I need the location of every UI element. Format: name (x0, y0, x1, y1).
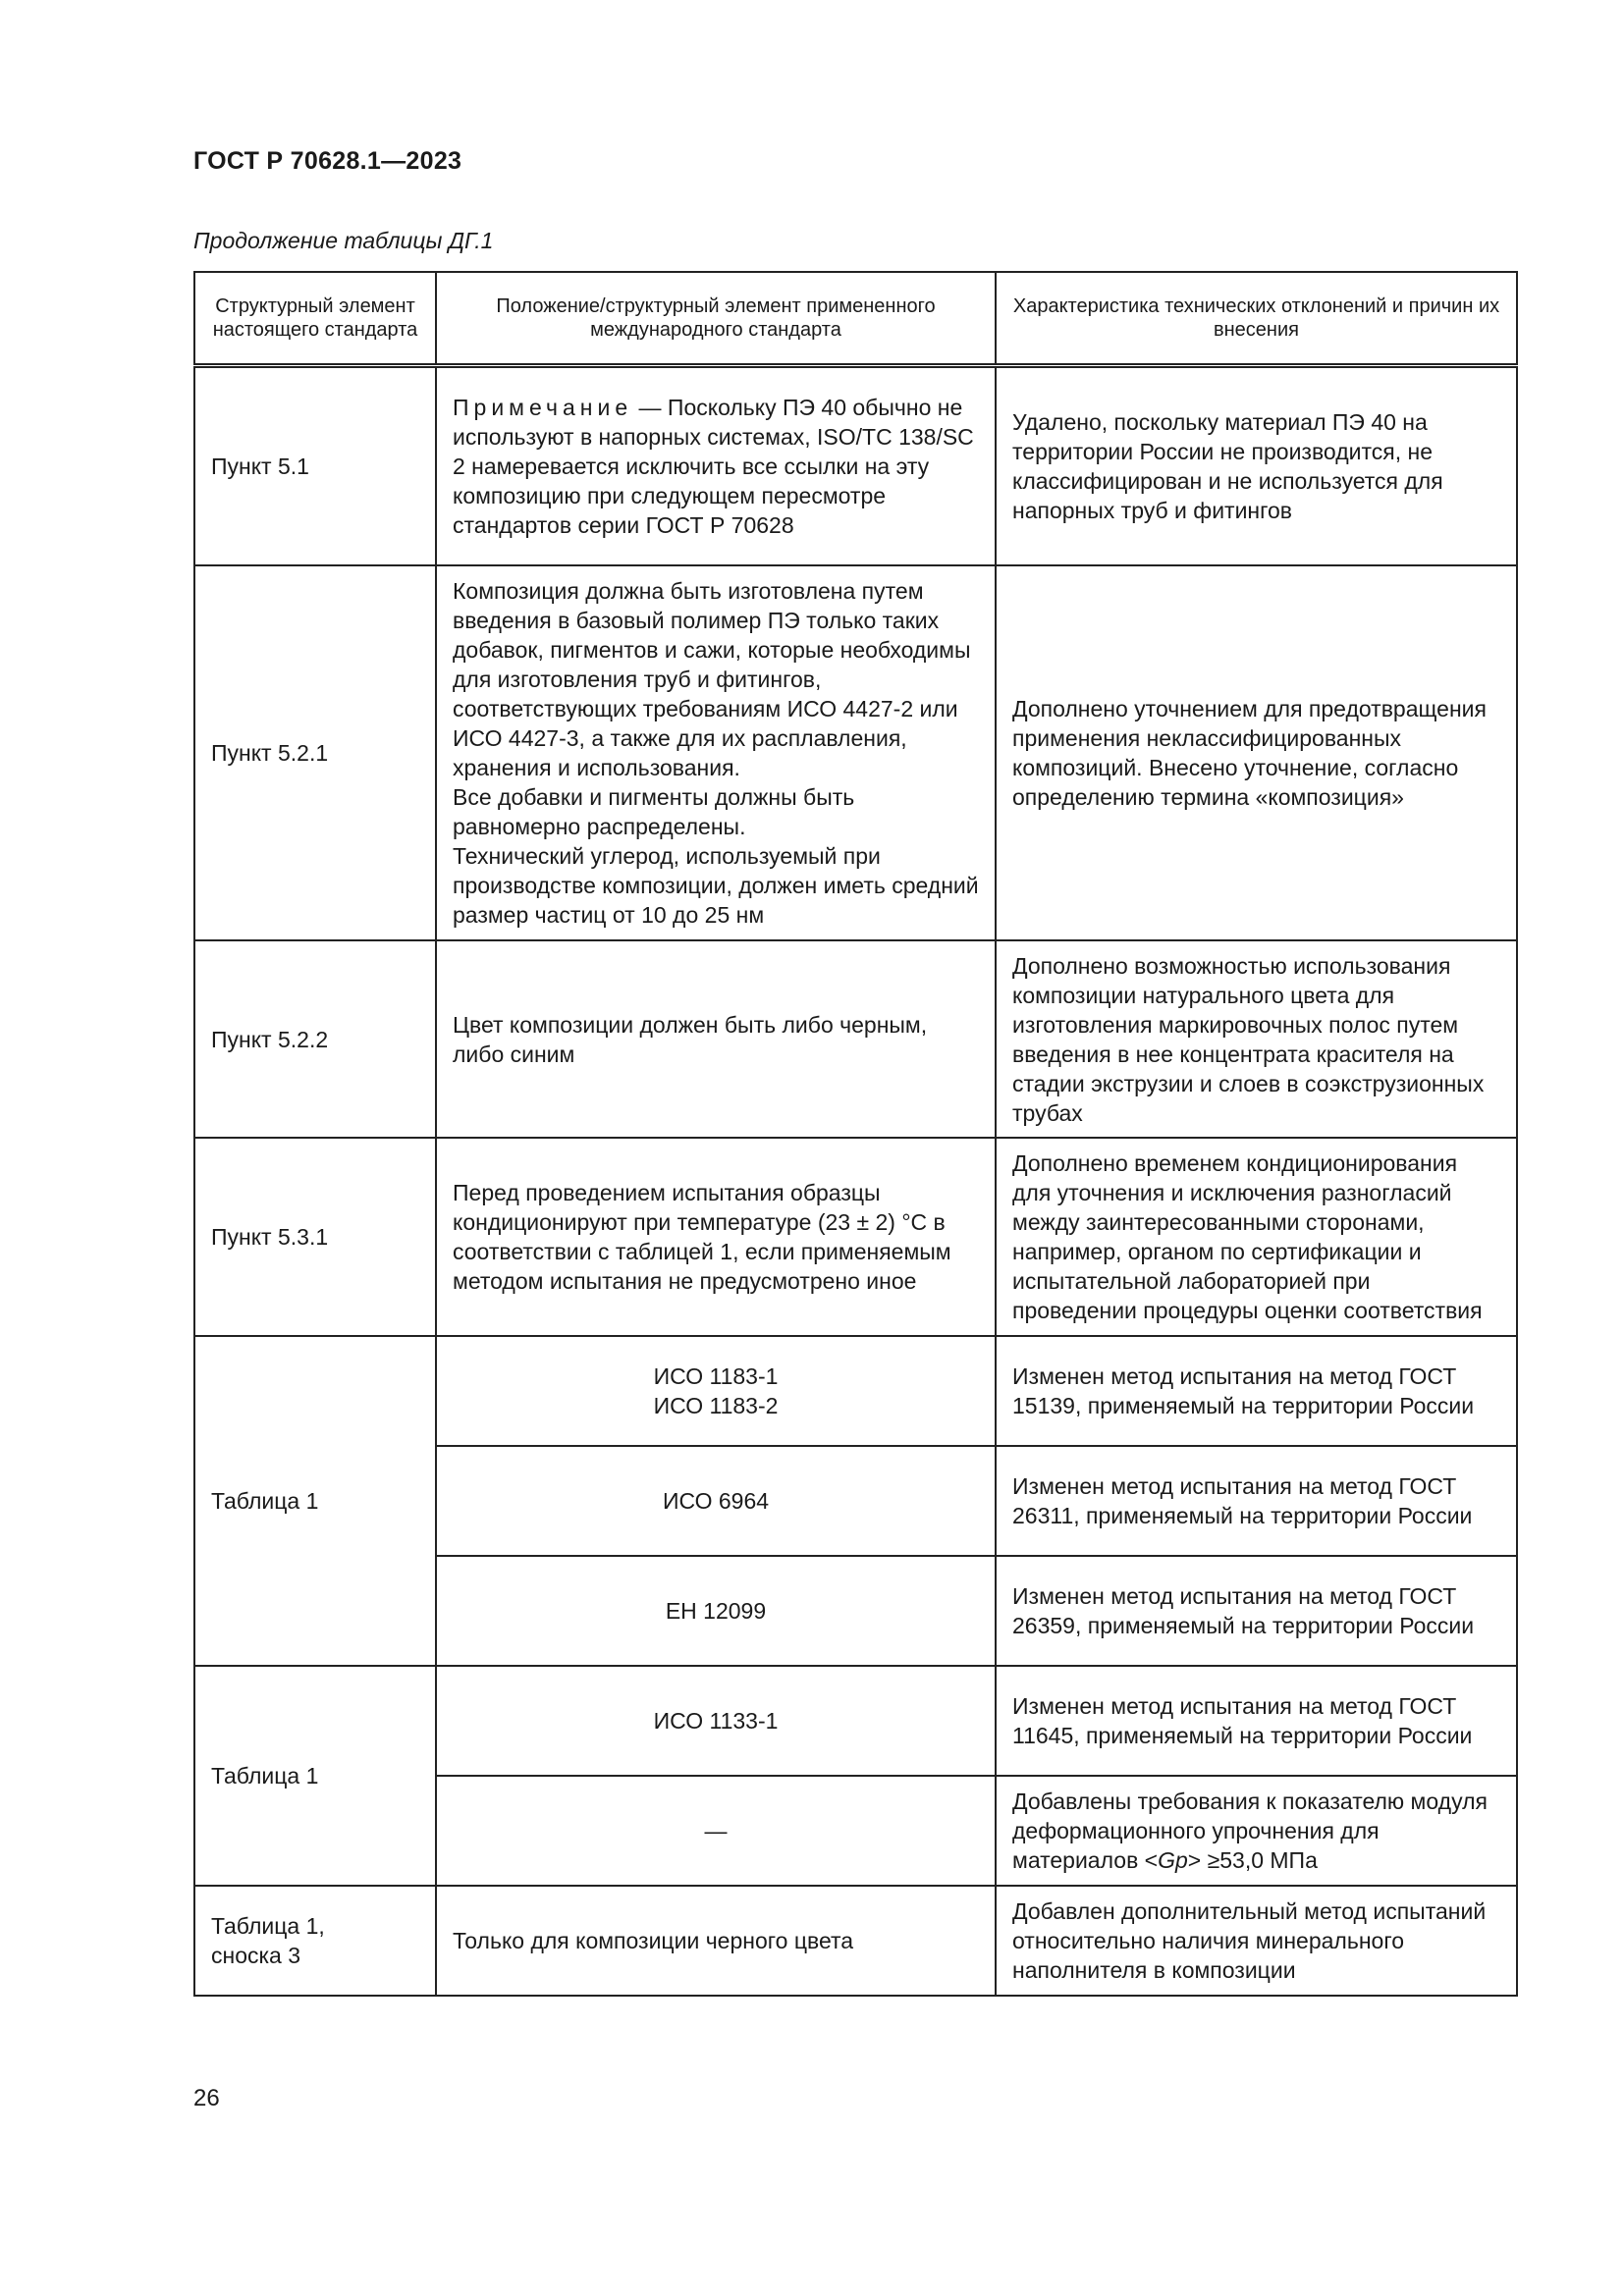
cell-provision: ИСО 1133-1 (436, 1666, 996, 1776)
deviations-table (193, 271, 1518, 1997)
table-row (194, 366, 1517, 566)
page-number: 26 (193, 2085, 220, 2111)
provision-paragraph: Все добавки и пигменты должны быть равномерно распределены. (453, 784, 855, 839)
cell-deviation: Изменен метод испытания на метод ГОСТ 26359, применяемый на территории России (996, 1556, 1517, 1666)
cell-element: Пункт 5.2.2 (194, 940, 436, 1138)
gp-symbol: Gp (1158, 1847, 1188, 1873)
table-caption: Продолжение таблицы ДГ.1 (193, 228, 494, 253)
cell-provision: ИСО 6964 (436, 1446, 996, 1556)
element-line: Таблица 1, (211, 1913, 325, 1939)
cell-element: Пункт 5.1 (194, 366, 436, 566)
cell-deviation: Дополнено уточнением для предотвращения применения неклассифицированных композиций. Внесено уточнение, согласно определению термина «композиция» (996, 565, 1517, 940)
table-row (194, 940, 1517, 1138)
cell-element: Пункт 5.2.1 (194, 565, 436, 940)
cell-deviation: Дополнено временем кондиционирования для уточнения и исключения разногласий между заинтересованными сторонами, например, органом по сертификации и испытательной лабораторией при проведении процедуры оценки соответствия (996, 1138, 1517, 1336)
cell-deviation (996, 1776, 1517, 1886)
cell-deviation: Удалено, поскольку материал ПЭ 40 на территории России не производится, не классифицирован и не используется для напорных труб и фитингов (996, 366, 1517, 566)
cell-provision (436, 366, 996, 566)
table-header-row (194, 272, 1517, 366)
deviation-text: > ≥53,0 МПа (1187, 1847, 1318, 1873)
provision-paragraph: Композиция должна быть изготовлена путем введения в базовый полимер ПЭ только таких добавок, пигментов и сажи, которые необходимы для изготовления труб и фитингов, соответствующих требованиям ИСО 4427-2 или ИСО 4427-3, а также для их расплавления, хранения и использования. (453, 578, 971, 780)
cell-provision (436, 1336, 996, 1446)
cell-provision (436, 565, 996, 940)
column-header-deviation: Характеристика технических отклонений и причин их внесения (996, 272, 1517, 366)
cell-element (194, 1886, 436, 1996)
cell-provision: Перед проведением испытания образцы кондиционируют при температуре (23 ± 2) °C в соответствии с таблицей 1, если применяемым методом испытания не предусмотрено иное (436, 1138, 996, 1336)
provision-line: ИСО 1183-1 (653, 1363, 779, 1389)
table-row (194, 1886, 1517, 1996)
cell-deviation: Дополнено возможностью использования композиции натурального цвета для изготовления маркировочных полос путем введения в нее концентрата красителя на стадии экструзии и слоев в соэкструзионных трубах (996, 940, 1517, 1138)
cell-element: Таблица 1 (194, 1336, 436, 1666)
document-code: ГОСТ Р 70628.1—2023 (193, 147, 462, 175)
cell-provision: Цвет композиции должен быть либо черным, либо синим (436, 940, 996, 1138)
table-row (194, 1666, 1517, 1776)
table-row (194, 565, 1517, 940)
note-label: Примечание (453, 395, 633, 420)
cell-deviation: Добавлен дополнительный метод испытаний относительно наличия минерального наполнителя в композиции (996, 1886, 1517, 1996)
table-row (194, 1138, 1517, 1336)
element-line: сноска 3 (211, 1943, 301, 1968)
cell-provision: Только для композиции черного цвета (436, 1886, 996, 1996)
deviation-text: Добавлены требования к показателю модуля деформационного упрочнения для материалов < (1012, 1789, 1488, 1873)
table-row (194, 1336, 1517, 1446)
column-header-element: Структурный элемент настоящего стандарта (194, 272, 436, 366)
cell-element: Пункт 5.3.1 (194, 1138, 436, 1336)
provision-paragraph: Технический углерод, используемый при производстве композиции, должен иметь средний размер частиц от 10 до 25 нм (453, 843, 979, 928)
provision-line: ИСО 1183-2 (653, 1393, 779, 1418)
cell-deviation: Изменен метод испытания на метод ГОСТ 15139, применяемый на территории России (996, 1336, 1517, 1446)
cell-provision: ЕН 12099 (436, 1556, 996, 1666)
note-text: — Поскольку ПЭ 40 обычно не используют в напорных системах, ISO/TC 138/SC 2 намеревается исключить все ссылки на эту композицию при следующем пересмотре стандартов серии ГОСТ Р 70628 (453, 395, 974, 538)
cell-deviation: Изменен метод испытания на метод ГОСТ 26311, применяемый на территории России (996, 1446, 1517, 1556)
column-header-provision: Положение/структурный элемент примененного международного стандарта (436, 272, 996, 366)
cell-element: Таблица 1 (194, 1666, 436, 1886)
cell-provision: — (436, 1776, 996, 1886)
cell-deviation: Изменен метод испытания на метод ГОСТ 11645, применяемый на территории России (996, 1666, 1517, 1776)
